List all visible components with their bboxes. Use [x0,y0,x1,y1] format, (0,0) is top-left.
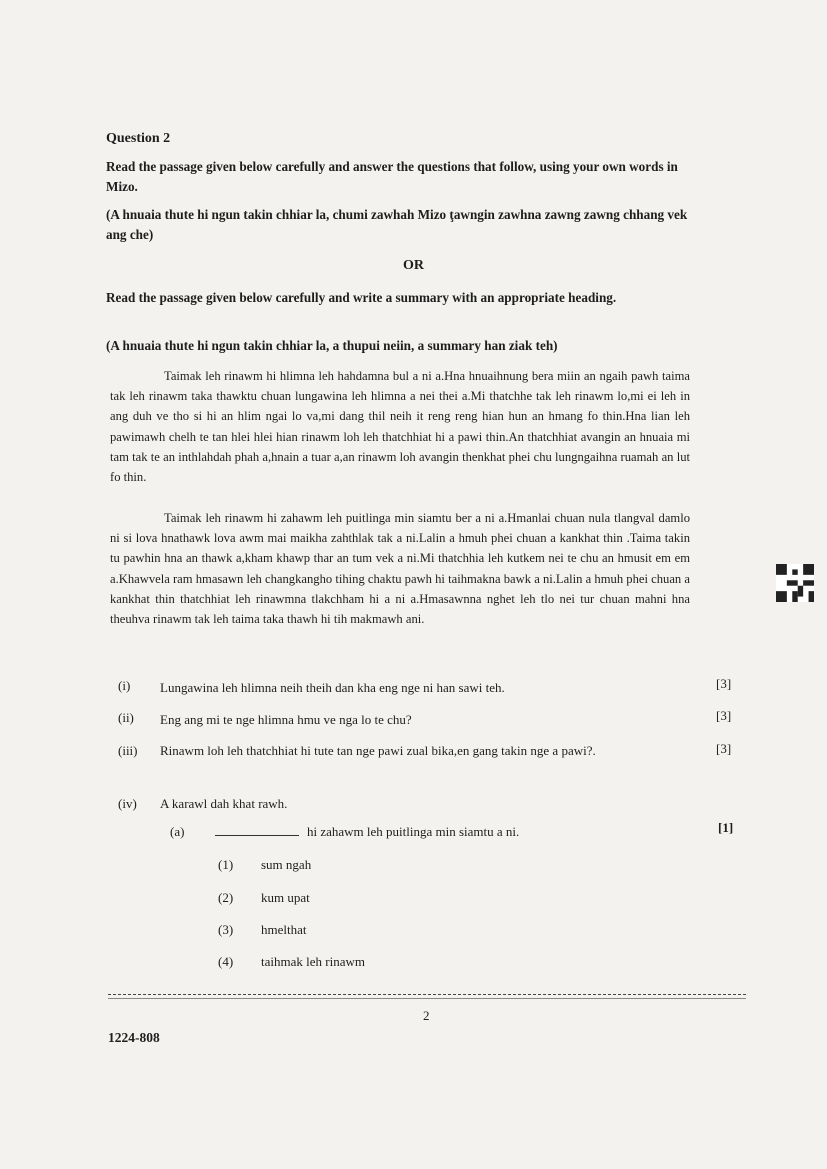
option-3-number: (3) [218,922,234,937]
option-3-text: hmelthat [261,922,307,937]
sub-question-label: (a) [170,824,185,839]
question-1-number: (i) [118,678,131,693]
option-4-text: taihmak leh rinawm [261,954,365,969]
answer-blank [215,823,299,836]
qr-code-icon [776,564,814,602]
question-1-marks: [3] [716,676,732,691]
passage-text-1: Taimak leh rinawm hi hlimna leh hahdamna bul a ni a.Hna hnuaihnung bera miin an ngaih pawh taima tak leh rinawm taka thawktu chuan lungawina leh hlimna a nei thei a.Mi thatchhe tak leh rinawm lo,mi ei leh in ang duh ve tho si hi an hlim ngai lo va,mi dang thil neih it reng reng hian hun an hmang fo thin.Hna lian leh pawimawh chelh te tan hlei hlei hian rinawm loh leh thatchhiat hi a pawi thin.An thatchhiat avangin an hnuaia mi tam tak te an inthlahdah phah a,hnain a tuar a,an rinawm loh avangin thenkhat phei chu lungngaihna ruamah an lut fo thin. [110,369,690,485]
page-number: 2 [423,1008,430,1023]
question-3-number: (iii) [118,743,138,758]
sub-question-marks: [1] [718,820,734,835]
question-3-text: Rinawm loh leh thatchhiat hi tute tan nge pawi zual bika,en gang takin nge a pawi?. [160,743,596,758]
summary-instruction-mizo: (A hnuaia thute hi ngun takin chhiar la, a thupui neiin, a summary han ziak teh) [106,338,558,353]
passage-text-2: Taimak leh rinawm hi zahawm leh puitlinga min siamtu ber a ni a.Hmanlai chuan nula tlangval damlo ni si lova hnathawk lova awm mai maikha zahthlak tak a ni.Lalin a hmuh phei chuan a kankhat thin .Taima takin tu pawhin hna an thawk a,kham khawp thar an tum vek a ni.Mi thatchhia leh kutkem nei te chu an hmusit em em a.Khawvela ram hmasawn leh changkangho tihing chaktu pawh hi taihmakna bawk a ni.Lalin a hmuh phei chuan a kankhat thin thatchhiat leh rinawmna tlakchham hi a ni a.Hmasawnna nghet leh tlo nei tur chuan mahni hna theuhva rinawm tak leh taima taka thawh hi tih makmawh ani. [110,511,690,627]
question-1-text: Lungawina leh hlimna neih theih dan kha eng nge ni han sawi teh. [160,680,505,695]
question-title: Question 2 [106,131,171,146]
sub-question-sentence: hi zahawm leh puitlinga min siamtu a ni. [307,824,520,839]
summary-instruction-english: Read the passage given below carefully and write a summary with an appropriate heading. [106,290,617,305]
sub-question-text [215,822,695,841]
question-2-marks: [3] [716,708,732,723]
question-2-number: (ii) [118,710,134,725]
instruction-mizo: (A hnuaia thute hi ngun takin chhiar la, chumi zawhah Mizo ţawngin zawhna zawng zawng chhang vek ang che) [106,207,688,242]
question-3-marks: [3] [716,741,732,756]
instruction-english: Read the passage given below carefully and answer the questions that follow, using your own words in Mizo. [106,159,678,194]
option-2-number: (2) [218,890,234,905]
passage-paragraph-2 [110,508,690,629]
option-1-number: (1) [218,857,234,872]
question-2-text: Eng ang mi te nge hlimna hmu ve nga lo te chu? [160,712,412,727]
passage-paragraph-1 [110,366,690,487]
option-2-text: kum upat [261,890,310,905]
footer-divider [108,998,746,999]
question-4-text: A karawl dah khat rawh. [160,796,288,811]
question-4-number: (iv) [118,796,137,811]
option-4-number: (4) [218,954,234,969]
footer-divider-dashed [108,994,746,995]
or-label: OR [403,258,424,273]
paper-code: 1224-808 [108,1030,160,1045]
option-1-text: sum ngah [261,857,312,872]
